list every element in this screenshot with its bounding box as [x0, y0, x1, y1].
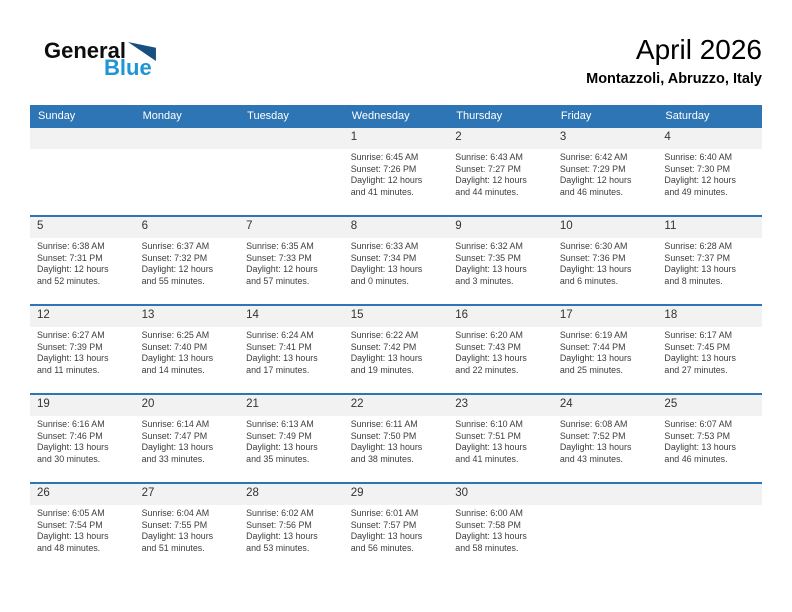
sunset-line: Sunset: 7:42 PM — [350, 341, 417, 352]
day-number: 23 — [455, 398, 469, 410]
daylight-line: Daylight: 13 hours and 56 minutes. — [350, 531, 423, 553]
sunset-line: Sunset: 7:51 PM — [455, 430, 521, 441]
sunrise-line: Sunrise: 6:08 AM — [559, 419, 628, 429]
sunset-line: Sunset: 7:32 PM — [141, 252, 208, 263]
day-cell — [553, 238, 658, 304]
day-cell — [30, 505, 135, 571]
daylight-line: Daylight: 12 hours and 49 minutes. — [664, 175, 736, 197]
daylight-line: Daylight: 12 hours and 52 minutes. — [37, 264, 109, 286]
weekday-header-cell: Friday — [560, 110, 592, 122]
day-number — [553, 484, 658, 505]
weekday-header-cell: Thursday — [456, 110, 503, 122]
day-cell — [30, 149, 135, 215]
day-number: 6 — [141, 220, 148, 232]
sunrise-line: Sunrise: 6:00 AM — [455, 508, 523, 518]
sunrise-line: Sunrise: 6:07 AM — [664, 419, 733, 429]
daylight-line: Daylight: 13 hours and 48 minutes. — [37, 531, 109, 553]
day-number: 1 — [350, 131, 358, 143]
daylight-line: Daylight: 13 hours and 58 minutes. — [455, 531, 527, 553]
sunrise-line: Sunrise: 6:45 AM — [350, 152, 419, 162]
week-row — [30, 215, 762, 304]
sunset-line: Sunset: 7:53 PM — [664, 430, 731, 441]
daylight-line: Daylight: 12 hours and 41 minutes. — [350, 175, 423, 197]
day-number: 20 — [141, 398, 155, 410]
sunset-line: Sunset: 7:31 PM — [37, 252, 103, 263]
sunrise-line: Sunrise: 6:35 AM — [246, 241, 314, 251]
day-cell — [135, 327, 240, 393]
day-number: 28 — [246, 487, 259, 499]
sunrise-line: Sunrise: 6:04 AM — [141, 508, 210, 518]
sunrise-line: Sunrise: 6:32 AM — [455, 241, 523, 251]
day-cell — [239, 327, 344, 393]
day-cell — [553, 416, 658, 482]
daylight-line: Daylight: 13 hours and 35 minutes. — [246, 442, 318, 464]
day-number: 8 — [350, 220, 358, 232]
sunset-line: Sunset: 7:39 PM — [37, 341, 103, 352]
sunset-line: Sunset: 7:56 PM — [246, 519, 312, 530]
day-number: 14 — [246, 309, 259, 321]
day-cell — [448, 238, 553, 304]
sunset-line: Sunset: 7:29 PM — [559, 163, 626, 174]
day-cell — [448, 149, 553, 215]
sunset-line: Sunset: 7:27 PM — [455, 163, 521, 174]
sunrise-line: Sunrise: 6:33 AM — [350, 241, 419, 251]
day-number: 10 — [559, 220, 573, 232]
day-number: 17 — [559, 309, 573, 321]
sunrise-line: Sunrise: 6:17 AM — [664, 330, 733, 340]
sunrise-line: Sunrise: 6:19 AM — [559, 330, 628, 340]
calendar-grid — [30, 105, 762, 571]
day-number-band — [30, 306, 762, 327]
weekday-header-cell: Wednesday — [351, 110, 410, 122]
day-cell — [135, 505, 240, 571]
sunrise-line: Sunrise: 6:16 AM — [37, 419, 105, 429]
sunrise-line: Sunrise: 6:30 AM — [559, 241, 628, 251]
day-detail-band — [30, 238, 762, 304]
day-cell — [657, 149, 762, 215]
day-cell — [344, 149, 449, 215]
weeks-container — [30, 128, 762, 571]
day-cell — [657, 327, 762, 393]
day-number: 4 — [664, 131, 671, 143]
day-number: 30 — [455, 487, 469, 499]
sunset-line: Sunset: 7:49 PM — [246, 430, 312, 441]
sunset-line: Sunset: 7:47 PM — [141, 430, 208, 441]
day-number: 11 — [664, 220, 677, 232]
weekday-header-row — [30, 105, 762, 128]
sunset-line: Sunset: 7:43 PM — [455, 341, 521, 352]
daylight-line: Daylight: 13 hours and 25 minutes. — [559, 353, 632, 375]
sunrise-line: Sunrise: 6:13 AM — [246, 419, 314, 429]
sunrise-line: Sunrise: 6:28 AM — [664, 241, 733, 251]
sunrise-line: Sunrise: 6:05 AM — [37, 508, 105, 518]
daylight-line: Daylight: 13 hours and 0 minutes. — [350, 264, 423, 286]
weekday-header-cell: Sunday — [38, 110, 76, 122]
sunset-line: Sunset: 7:54 PM — [37, 519, 103, 530]
sunrise-line: Sunrise: 6:20 AM — [455, 330, 523, 340]
sunrise-line: Sunrise: 6:25 AM — [141, 330, 210, 340]
day-number-band — [30, 484, 762, 505]
daylight-line: Daylight: 13 hours and 33 minutes. — [141, 442, 214, 464]
logo-text-general: General — [44, 38, 126, 63]
day-number — [30, 128, 135, 149]
sunset-line: Sunset: 7:44 PM — [559, 341, 626, 352]
day-cell — [448, 505, 553, 571]
day-cell — [239, 238, 344, 304]
weekday-header-cell: Tuesday — [247, 110, 289, 122]
day-number-band — [30, 395, 762, 416]
day-cell — [553, 149, 658, 215]
sunset-line: Sunset: 7:36 PM — [559, 252, 626, 263]
day-cell — [657, 505, 762, 571]
day-number-band — [30, 217, 762, 238]
week-row — [30, 482, 762, 571]
day-number — [135, 128, 240, 149]
daylight-line: Daylight: 13 hours and 41 minutes. — [455, 442, 527, 464]
day-number: 25 — [664, 398, 678, 410]
sunset-line: Sunset: 7:52 PM — [559, 430, 626, 441]
day-cell — [657, 238, 762, 304]
location-subtitle: Montazzoli, Abruzzo, Italy — [586, 71, 762, 87]
day-number: 27 — [141, 487, 155, 499]
daylight-line: Daylight: 13 hours and 27 minutes. — [664, 353, 736, 375]
day-cell — [553, 505, 658, 571]
daylight-line: Daylight: 13 hours and 53 minutes. — [246, 531, 318, 553]
daylight-line: Daylight: 13 hours and 17 minutes. — [246, 353, 318, 375]
daylight-line: Daylight: 12 hours and 44 minutes. — [455, 175, 527, 197]
day-cell — [344, 327, 449, 393]
day-cell — [239, 149, 344, 215]
sunset-line: Sunset: 7:33 PM — [246, 252, 312, 263]
day-cell — [30, 327, 135, 393]
daylight-line: Daylight: 13 hours and 19 minutes. — [350, 353, 423, 375]
sunset-line: Sunset: 7:30 PM — [664, 163, 731, 174]
day-number: 29 — [350, 487, 364, 499]
sunrise-line: Sunrise: 6:27 AM — [37, 330, 105, 340]
daylight-line: Daylight: 13 hours and 38 minutes. — [350, 442, 423, 464]
day-number — [239, 128, 344, 149]
day-detail-band — [30, 149, 762, 215]
daylight-line: Daylight: 13 hours and 8 minutes. — [664, 264, 736, 286]
sunset-line: Sunset: 7:37 PM — [664, 252, 731, 263]
sunrise-line: Sunrise: 6:37 AM — [141, 241, 210, 251]
sunrise-line: Sunrise: 6:38 AM — [37, 241, 105, 251]
sunrise-line: Sunrise: 6:43 AM — [455, 152, 523, 162]
general-blue-logo — [44, 40, 194, 92]
daylight-line: Daylight: 13 hours and 46 minutes. — [664, 442, 736, 464]
day-cell — [239, 505, 344, 571]
logo-text-blue: Blue — [104, 55, 152, 80]
day-cell — [30, 238, 135, 304]
sunset-line: Sunset: 7:34 PM — [350, 252, 417, 263]
day-number: 22 — [350, 398, 364, 410]
day-detail-band — [30, 327, 762, 393]
day-cell — [30, 416, 135, 482]
weekday-header-cell: Monday — [142, 110, 182, 122]
day-number — [657, 484, 762, 505]
daylight-line: Daylight: 13 hours and 22 minutes. — [455, 353, 527, 375]
daylight-line: Daylight: 12 hours and 55 minutes. — [141, 264, 214, 286]
daylight-line: Daylight: 13 hours and 43 minutes. — [559, 442, 632, 464]
day-detail-band — [30, 505, 762, 571]
week-row — [30, 393, 762, 482]
sunset-line: Sunset: 7:40 PM — [141, 341, 208, 352]
day-cell — [135, 238, 240, 304]
sunset-line: Sunset: 7:55 PM — [141, 519, 208, 530]
daylight-line: Daylight: 13 hours and 3 minutes. — [455, 264, 527, 286]
sunset-line: Sunset: 7:58 PM — [455, 519, 521, 530]
sunset-line: Sunset: 7:50 PM — [350, 430, 417, 441]
week-row — [30, 128, 762, 215]
sunset-line: Sunset: 7:35 PM — [455, 252, 521, 263]
day-number: 7 — [246, 220, 253, 232]
week-row — [30, 304, 762, 393]
daylight-line: Daylight: 13 hours and 6 minutes. — [559, 264, 632, 286]
day-cell — [135, 416, 240, 482]
sunset-line: Sunset: 7:57 PM — [350, 519, 417, 530]
daylight-line: Daylight: 13 hours and 14 minutes. — [141, 353, 214, 375]
sunrise-line: Sunrise: 6:22 AM — [350, 330, 419, 340]
day-number: 24 — [559, 398, 573, 410]
day-number: 3 — [559, 131, 567, 143]
day-number: 26 — [37, 487, 50, 499]
day-number: 19 — [37, 398, 50, 410]
sunset-line: Sunset: 7:46 PM — [37, 430, 103, 441]
day-cell — [344, 505, 449, 571]
day-number: 13 — [141, 309, 155, 321]
sunset-line: Sunset: 7:41 PM — [246, 341, 312, 352]
day-number: 15 — [350, 309, 364, 321]
day-cell — [448, 327, 553, 393]
day-number-band — [30, 128, 762, 149]
day-number: 21 — [246, 398, 259, 410]
day-number: 16 — [455, 309, 469, 321]
daylight-line: Daylight: 13 hours and 11 minutes. — [37, 353, 109, 375]
weekday-header-cell: Saturday — [665, 110, 710, 122]
sunrise-line: Sunrise: 6:24 AM — [246, 330, 314, 340]
sunrise-line: Sunrise: 6:42 AM — [559, 152, 628, 162]
day-cell — [344, 238, 449, 304]
daylight-line: Daylight: 13 hours and 51 minutes. — [141, 531, 214, 553]
day-cell — [553, 327, 658, 393]
sunset-line: Sunset: 7:45 PM — [664, 341, 731, 352]
day-number: 18 — [664, 309, 678, 321]
day-number: 2 — [455, 131, 462, 143]
sunset-line: Sunset: 7:26 PM — [350, 163, 417, 174]
sunrise-line: Sunrise: 6:10 AM — [455, 419, 523, 429]
day-cell — [135, 149, 240, 215]
day-cell — [448, 416, 553, 482]
page-title: April 2026 — [635, 34, 762, 65]
day-number: 9 — [455, 220, 462, 232]
sunrise-line: Sunrise: 6:40 AM — [664, 152, 733, 162]
day-cell — [344, 416, 449, 482]
sunrise-line: Sunrise: 6:02 AM — [246, 508, 314, 518]
daylight-line: Daylight: 12 hours and 57 minutes. — [246, 264, 318, 286]
day-number: 5 — [37, 220, 44, 232]
day-detail-band — [30, 416, 762, 482]
daylight-line: Daylight: 12 hours and 46 minutes. — [559, 175, 632, 197]
sunrise-line: Sunrise: 6:11 AM — [350, 419, 418, 429]
sunrise-line: Sunrise: 6:14 AM — [141, 419, 210, 429]
sunrise-line: Sunrise: 6:01 AM — [350, 508, 419, 518]
daylight-line: Daylight: 13 hours and 30 minutes. — [37, 442, 109, 464]
day-cell — [239, 416, 344, 482]
day-cell — [657, 416, 762, 482]
day-number: 12 — [37, 309, 50, 321]
